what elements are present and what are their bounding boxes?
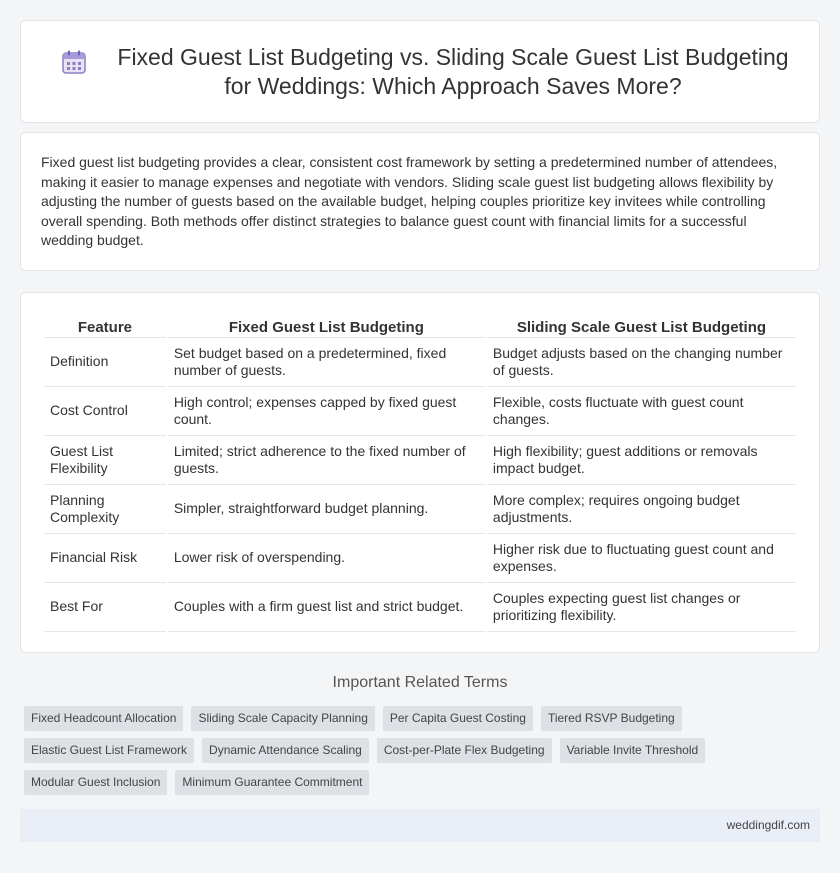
table-header-row xyxy=(44,316,796,338)
sliding-cell: Higher risk due to fluctuating guest count and expenses. xyxy=(487,534,796,583)
page-title: Fixed Guest List Budgeting vs. Sliding Scale Guest List Budgeting for Weddings: Which Approach Saves More? xyxy=(117,44,789,99)
calendar-icon xyxy=(61,49,87,75)
table-row xyxy=(44,583,796,632)
comparison-card xyxy=(20,292,820,653)
fixed-cell: Couples with a firm guest list and strict budget. xyxy=(168,583,485,632)
related-terms-title: Important Related Terms xyxy=(332,674,508,691)
related-term-tag[interactable]: Dynamic Attendance Scaling xyxy=(202,738,369,763)
sliding-cell: Flexible, costs fluctuate with guest count changes. xyxy=(487,387,796,436)
table-row xyxy=(44,338,796,387)
header-sliding: Sliding Scale Guest List Budgeting xyxy=(487,316,796,338)
related-term-tag[interactable]: Elastic Guest List Framework xyxy=(24,738,194,763)
related-term-tag[interactable]: Sliding Scale Capacity Planning xyxy=(191,706,374,731)
related-term-tag[interactable]: Variable Invite Threshold xyxy=(560,738,706,763)
fixed-cell: Simpler, straightforward budget planning. xyxy=(168,485,485,534)
fixed-cell: Limited; strict adherence to the fixed number of guests. xyxy=(168,436,485,485)
fixed-cell: High control; expenses capped by fixed guest count. xyxy=(168,387,485,436)
title-card xyxy=(20,20,820,123)
table-row xyxy=(44,387,796,436)
table-row xyxy=(44,534,796,583)
title-row xyxy=(61,43,799,101)
feature-cell: Guest List Flexibility xyxy=(44,436,166,485)
intro-paragraph: Fixed guest list budgeting provides a clear, consistent cost framework by setting a predetermined number of attendees, making it easier to manage expenses and negotiate with vendors. Sliding scale guest list budgeting allows flexibility by adjusting the number of guests based on the available budget, helping couples prioritize key invitees while controlling overall spending. Both methods offer distinct strategies to balance guest count with financial limits for a successful wedding budget. xyxy=(41,154,778,248)
feature-cell: Planning Complexity xyxy=(44,485,166,534)
sliding-cell: High flexibility; guest additions or removals impact budget. xyxy=(487,436,796,485)
fixed-cell: Lower risk of overspending. xyxy=(168,534,485,583)
fixed-cell: Set budget based on a predetermined, fixed number of guests. xyxy=(168,338,485,387)
feature-cell: Cost Control xyxy=(44,387,166,436)
footer-site-link[interactable]: weddingdif.com xyxy=(726,818,810,832)
related-term-tag[interactable]: Modular Guest Inclusion xyxy=(24,770,167,795)
related-term-tag[interactable]: Minimum Guarantee Commitment xyxy=(175,770,369,795)
intro-card xyxy=(20,132,820,271)
feature-cell: Definition xyxy=(44,338,166,387)
sliding-cell: More complex; requires ongoing budget adjustments. xyxy=(487,485,796,534)
related-term-tag[interactable]: Fixed Headcount Allocation xyxy=(24,706,183,731)
sliding-cell: Couples expecting guest list changes or prioritizing flexibility. xyxy=(487,583,796,632)
related-term-tag[interactable]: Per Capita Guest Costing xyxy=(383,706,533,731)
related-term-tag[interactable]: Cost-per-Plate Flex Budgeting xyxy=(377,738,552,763)
header-fixed: Fixed Guest List Budgeting xyxy=(168,316,485,338)
header-feature: Feature xyxy=(44,316,166,338)
sliding-cell: Budget adjusts based on the changing number of guests. xyxy=(487,338,796,387)
feature-cell: Financial Risk xyxy=(44,534,166,583)
comparison-table xyxy=(42,316,798,632)
table-row xyxy=(44,436,796,485)
related-terms-list xyxy=(24,706,724,802)
related-term-tag[interactable]: Tiered RSVP Budgeting xyxy=(541,706,682,731)
feature-cell: Best For xyxy=(44,583,166,632)
table-row xyxy=(44,485,796,534)
footer xyxy=(20,809,820,842)
